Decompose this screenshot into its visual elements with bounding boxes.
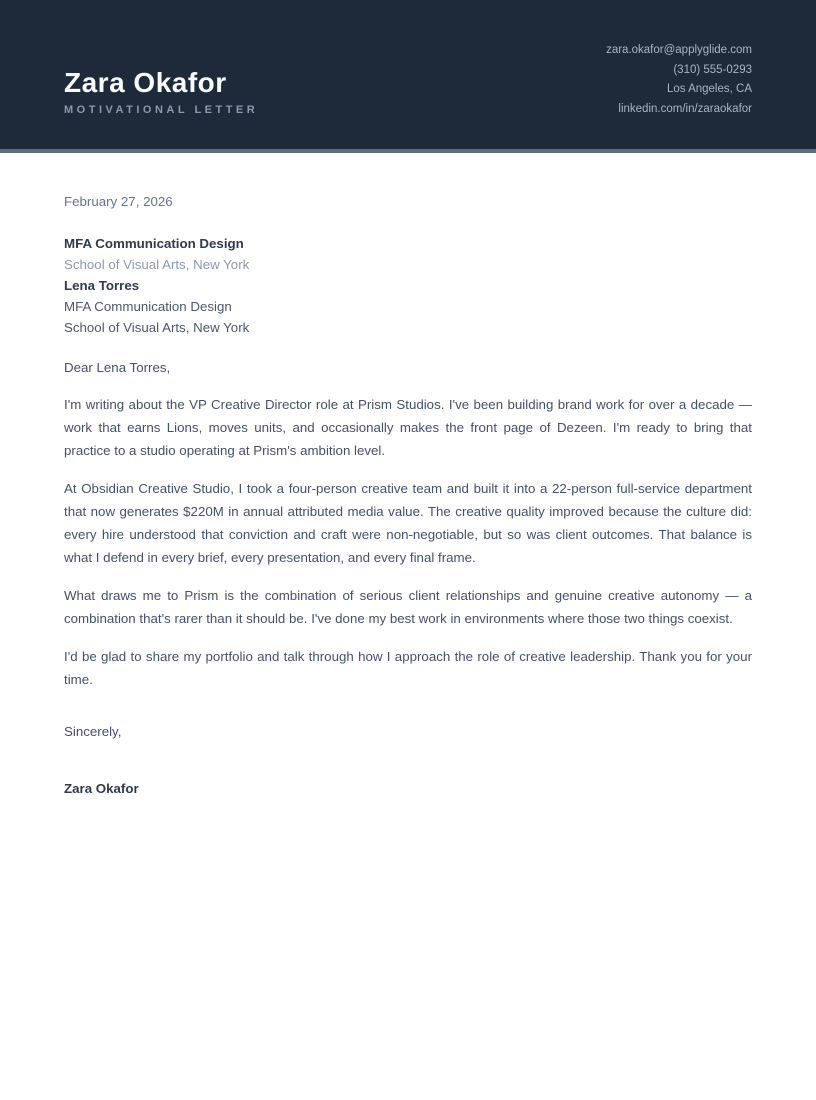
paragraph-2: At Obsidian Creative Studio, I took a four-person creative team and built it into a 22-person full-service department that now generates $220M in annual attributed media value. The creative quality improved because the culture did: every hire understood that conviction and craft were non-negotiable, but so was client outcomes. That balance is what I defend in every brief, every presentation, and every final frame. — [64, 481, 752, 565]
program-title: MFA Communication Design — [64, 236, 244, 251]
contact-email: zara.okafor@applyglide.com — [606, 44, 752, 56]
header-identity — [64, 0, 258, 149]
program-school: School of Visual Arts, New York — [64, 257, 250, 272]
paragraph-3: What draws me to Prism is the combination of serious client relationships and genuine creative autonomy — a combination that's rarer than it should be. I've done my best work in environments where those two things coexist. — [64, 588, 752, 626]
letter-body — [0, 153, 816, 799]
signature-name: Zara Okafor — [64, 781, 139, 796]
contact-block — [606, 0, 752, 149]
recipient-school: School of Visual Arts, New York — [64, 320, 250, 335]
letter-header — [0, 0, 816, 153]
closing: Sincerely, — [64, 724, 122, 739]
salutation: Dear Lena Torres, — [64, 360, 171, 375]
author-name: Zara Okafor — [64, 67, 227, 98]
letter-date: February 27, 2026 — [64, 194, 173, 209]
paragraph-1: I'm writing about the VP Creative Director role at Prism Studios. I've been building brand work for over a decade — work that earns Lions, moves units, and occasionally makes the front page of Dezeen. I'm ready to bring that practice to a studio operating at Prism's ambition level. — [64, 397, 752, 458]
recipient-block — [64, 275, 752, 338]
contact-linkedin: linkedin.com/in/zaraokafor — [618, 103, 752, 116]
document-type-label: MOTIVATIONAL LETTER — [64, 104, 259, 116]
recipient-program: MFA Communication Design — [64, 299, 232, 314]
contact-phone: (310) 555-0293 — [673, 63, 752, 76]
contact-location: Los Angeles, CA — [666, 83, 752, 96]
paragraph-4: I'd be glad to share my portfolio and talk through how I approach the role of creative leadership. Thank you for your time. — [64, 649, 752, 687]
program-block — [64, 233, 752, 275]
recipient-name: Lena Torres — [64, 278, 140, 293]
